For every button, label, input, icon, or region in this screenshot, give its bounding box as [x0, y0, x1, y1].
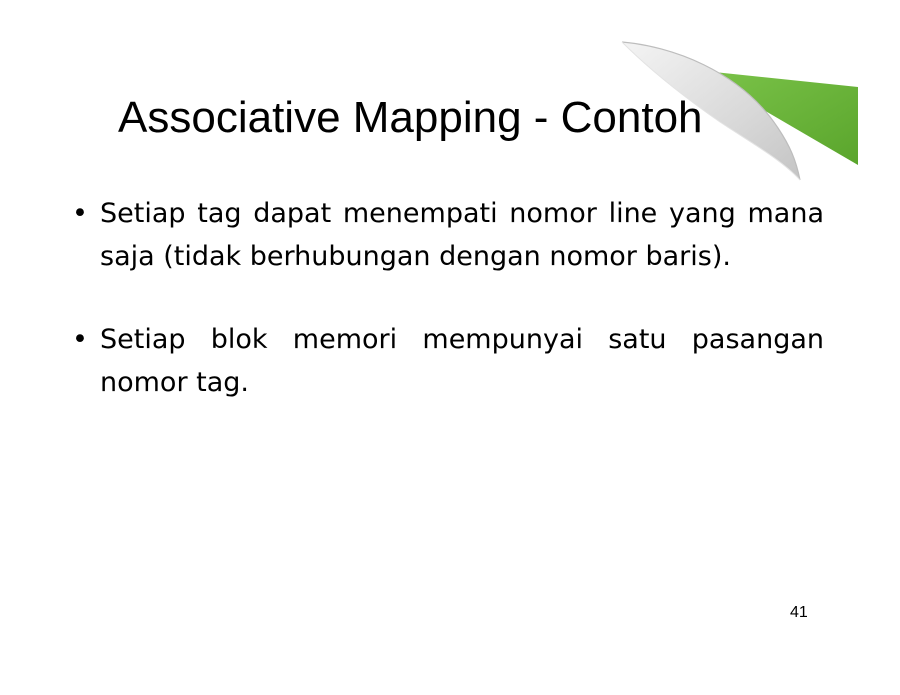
- bullet-item: [72, 192, 824, 278]
- page-number: 41: [790, 604, 808, 621]
- bullet-icon: •: [72, 198, 88, 229]
- bullet-item: [72, 318, 824, 404]
- slide-title: Associative Mapping - Contoh: [118, 93, 703, 142]
- bullet-list: [72, 192, 824, 444]
- bullet-icon: •: [72, 324, 88, 355]
- bullet-text: Setiap blok memori mempunyai satu pasangan nomor tag.: [100, 324, 824, 398]
- bullet-text: Setiap tag dapat menempati nomor line yang mana saja (tidak berhubungan dengan nomor baris).: [100, 198, 824, 272]
